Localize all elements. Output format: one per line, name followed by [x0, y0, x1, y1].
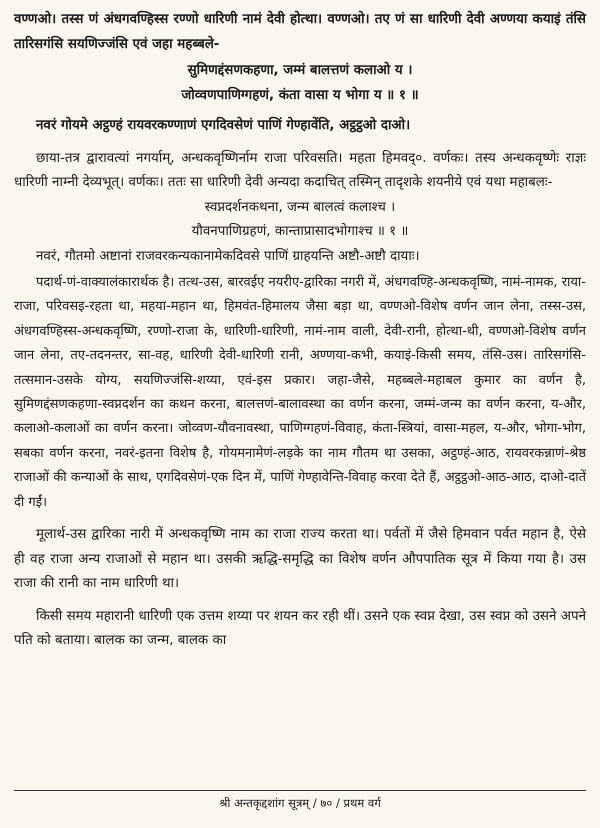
prakrit-intro: वण्णओ। तस्स णं अंधगवण्हिस्स रण्णो धारिणी नामं देवी होत्था। वण्णओ। तए णं सा धारिणी देवी अण्णया कयाइं तंसि तारिसगंसि सयणिज्जंसि एवं जहा महब्बले- — [14, 12, 586, 52]
moolartha-translation: मूलार्थ-उस द्वारिका नारी में अन्धकवृष्णि नाम का राजा राज्य करता था। पर्वतों में जैसे हिमवान पर्वत महान है, ऐसे ही वह राजा अन्य राजाओं से महान था। उसकी ऋद्धि-समृद्धि का विशेष वर्णन औपपातिक सूत्र में किया गया है। उस राजा की रानी का नाम धारिणी था। — [14, 527, 586, 592]
padartha-gloss: पदार्थ-णं-वाक्यालंकारार्थक है। तत्थ-उस, बारवईए नयरीए-द्वारिका नगरी में, अंधगवण्हि-अन्धकवृष्णि, नामं-नामक, राया-राजा, परिवसइ-रहता था, महया-महान था, हिमवंत-हिमालय जैसा बड़ा था, वण्णओ-विशेष वर्णन जान लेना, तस्स-उस, अंधगवण्हिस्स-अन्धकवृष्णि, रण्णो-राजा के, धारिणी-धारिणी, नामं-नाम वाली, देवी-रानी, होत्था-थी, वण्णओ-विशेष वर्णन जान लेना, तए-तदनन्तर, सा-वह, धारिणी देवी-धारिणी रानी, अण्णया-कभी, कयाइं-किसी समय, तंसि-उस। तारिसगंसि-तत्समान-उसके योग्य, सयणिज्जंसि-शय्या, एवं-इस प्रकार। जहा-जैसे, महब्बले-महाबल कुमार का वर्णन है, सुमिणद्दंसणकहणा-स्वप्नदर्शन का कथन करना, बालत्तणं-बालावस्था का वर्णन करना, जम्मं-जन्म का वर्णन करना, य-और, कलाओ-कलाओं का वर्णन करना। जोव्वण-यौवनावस्था, पाणिग्गहणं-विवाह, कंता-स्त्रियां, वासा-महल, य-और, भोगा-भोग, सबका वर्णन करना, नवरं-इतना विशेष है, गोयमनामेणं-लड़के का नाम गौतम था उसका, अट्ठण्हं-आठ, रायवरकन्नाणं-श्रेष्ठ राजाओं की कन्याओं के साथ, एगदिवसेणं-एक दिन में, पाणिं गेण्हावेन्ति-विवाह करवा देते हैं, अट्ठट्ठओ-आठ-आठ, दाओ-दातें दी गईं। — [14, 275, 586, 510]
prakrit-verse-line-2: जोव्वणपाणिग्गहणं, कंता वासा य भोगा य ॥ १ ॥ — [181, 87, 419, 103]
footer-rule — [14, 790, 586, 791]
page-footer: श्री अन्तकृद्दशांग सूत्रम् / ७० / प्रथम वर्ग — [219, 796, 381, 810]
prakrit-closing-line: नवरं गोयमे अट्ठण्हं रायवरकण्णाणं एगदिवसेणं पाणिं गेण्हावेंति, अट्ठट्ठओ दाओ। — [36, 118, 411, 133]
prakrit-verse-line-1: सुमिणद्दंसणकहणा, जम्मं बालत्तणं कलाओ य । — [187, 63, 413, 78]
closing-paragraph: किसी समय महारानी धारिणी एक उत्तम शय्या पर शयन कर रही थीं। उसने एक स्वप्न देखा, उस स्वप्न को उसने अपने पति को बताया। बालक का जन्म, बालक का — [14, 608, 586, 649]
sanskrit-closing-line: नवरं, गौतमो अष्टानां राजवरकन्यकानामेकदिवसे पाणिं ग्राहयन्ति अष्टौ-अष्टौ दायाः। — [36, 248, 420, 264]
sanskrit-verse-line-2: यौवनपाणिग्रहणं, कान्ताप्रासादभोगाश्च ॥ १ ॥ — [191, 224, 409, 239]
sanskrit-chhaya: छाया-तत्र द्वारावत्यां नगर्याम्, अन्धकवृष्णिर्नाम राजा परिवसति। महता हिमवद्०. वर्णकः। तस्य अन्धकवृष्णेः राज्ञः धारिणी नाम्नी देव्यभूत्। वर्णकः। ततः सा धारिणी देवी अन्यदा कदाचित् तस्मिन् तादृशके शयनीये एवं यथा महाबलः- — [14, 150, 586, 190]
sanskrit-verse-line-1: स्वप्नदर्शनकथना, जन्म बालत्वं कलाश्च । — [204, 199, 396, 215]
